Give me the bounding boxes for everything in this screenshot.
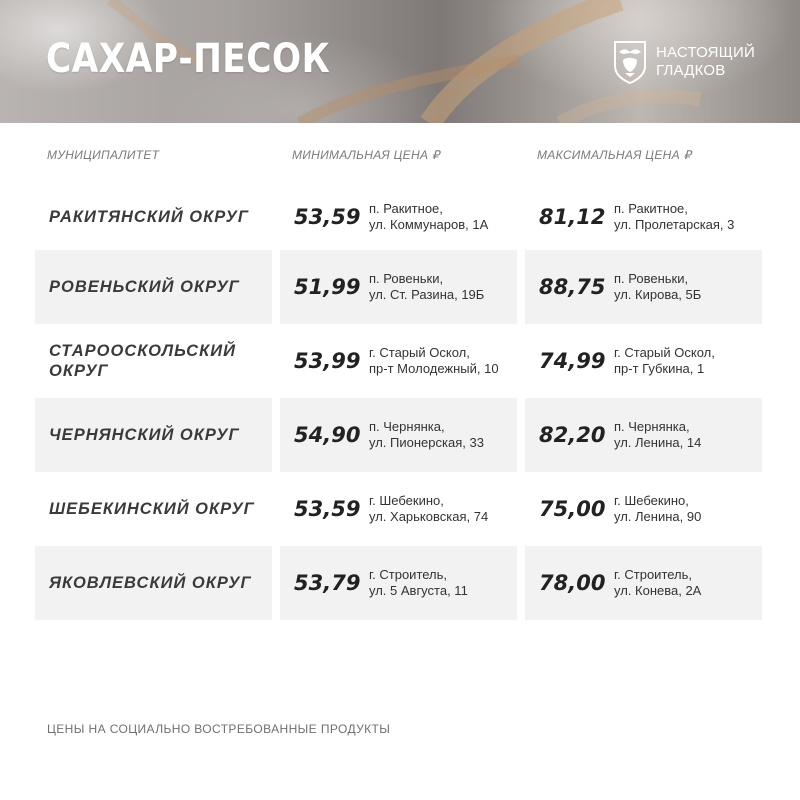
address-line: г. Старый Оскол,	[614, 345, 715, 360]
address-line: п. Чернянка,	[614, 419, 690, 434]
max-price-cell	[525, 546, 762, 620]
municipality-cell	[35, 398, 272, 472]
address-line: г. Строитель,	[614, 567, 693, 582]
column-header-municipality: МУНИЦИПАЛИТЕТ	[47, 148, 160, 162]
min-price-cell	[280, 180, 517, 254]
min-price-address	[369, 567, 468, 599]
max-price-cell	[525, 180, 762, 254]
address-line: ул. Конева, 2А	[614, 583, 702, 598]
page-title: САХАР-ПЕСОК	[46, 36, 331, 82]
max-price-address	[614, 345, 715, 377]
footer-note: ЦЕНЫ НА СОЦИАЛЬНО ВОСТРЕБОВАННЫЕ ПРОДУКТЫ	[47, 722, 391, 736]
address-line: г. Строитель,	[369, 567, 448, 582]
brand-line-2: ГЛАДКОВ	[656, 62, 726, 79]
municipality-cell	[35, 324, 272, 398]
min-price-cell	[280, 472, 517, 546]
min-price-cell	[280, 546, 517, 620]
belgorod-emblem-icon	[613, 40, 647, 84]
address-line: пр-т Губкина, 1	[614, 361, 705, 376]
municipality-name: ЯКОВЛЕВСКИЙ ОКРУГ	[49, 574, 252, 592]
min-price-value: 53,59	[294, 205, 361, 229]
min-price-address	[369, 493, 488, 525]
address-line: ул. Харьковская, 74	[369, 509, 489, 524]
min-price-value: 54,90	[294, 423, 361, 447]
max-price-value: 75,00	[539, 497, 606, 521]
max-price-cell	[525, 250, 762, 324]
min-price-value: 53,99	[294, 349, 361, 373]
address-line: г. Шебекино,	[614, 493, 689, 508]
max-price-address	[614, 419, 701, 451]
max-price-cell	[525, 324, 762, 398]
min-price-cell	[280, 250, 517, 324]
address-line: ул. Ленина, 14	[614, 435, 702, 450]
address-line: ул. Пролетарская, 3	[614, 217, 735, 232]
min-price-value: 53,79	[294, 571, 361, 595]
max-price-address	[614, 567, 701, 599]
municipality-cell	[35, 250, 272, 324]
min-price-value: 53,59	[294, 497, 361, 521]
brand-line-1: НАСТОЯЩИЙ	[656, 44, 755, 61]
max-price-cell	[525, 398, 762, 472]
municipality-cell	[35, 180, 272, 254]
address-line: п. Ракитное,	[369, 201, 443, 216]
municipality-name: РАКИТЯНСКИЙ ОКРУГ	[49, 208, 249, 226]
header-banner	[0, 0, 800, 123]
address-line: г. Старый Оскол,	[369, 345, 470, 360]
address-line: ул. Ст. Разина, 19Б	[369, 287, 485, 302]
max-price-address	[614, 201, 734, 233]
address-line: пр-т Молодежный, 10	[369, 361, 499, 376]
brand-name	[656, 44, 755, 80]
brand-logo	[613, 40, 755, 84]
address-line: г. Шебекино,	[369, 493, 444, 508]
address-line: ул. 5 Августа, 11	[369, 583, 468, 598]
municipality-cell	[35, 472, 272, 546]
max-price-value: 78,00	[539, 571, 606, 595]
municipality-name: СТАРООСКОЛЬСКИЙ ОКРУГ	[49, 342, 236, 380]
address-line: п. Ракитное,	[614, 201, 688, 216]
max-price-value: 74,99	[539, 349, 606, 373]
address-line: ул. Коммунаров, 1А	[369, 217, 489, 232]
municipality-name: РОВЕНЬСКИЙ ОКРУГ	[49, 278, 240, 296]
min-price-address	[369, 271, 484, 303]
max-price-address	[614, 493, 701, 525]
column-header-min-price: МИНИМАЛЬНАЯ ЦЕНА ₽	[292, 148, 440, 162]
min-price-cell	[280, 324, 517, 398]
address-line: ул. Пионерская, 33	[369, 435, 484, 450]
min-price-address	[369, 419, 484, 451]
max-price-address	[614, 271, 701, 303]
max-price-value: 88,75	[539, 275, 606, 299]
municipality-cell	[35, 546, 272, 620]
column-header-max-price: МАКСИМАЛЬНАЯ ЦЕНА ₽	[537, 148, 692, 162]
max-price-cell	[525, 472, 762, 546]
address-line: ул. Ленина, 90	[614, 509, 702, 524]
max-price-value: 81,12	[539, 205, 606, 229]
address-line: ул. Кирова, 5Б	[614, 287, 702, 302]
municipality-name: ЧЕРНЯНСКИЙ ОКРУГ	[49, 426, 240, 444]
min-price-address	[369, 201, 488, 233]
address-line: п. Ровеньки,	[369, 271, 444, 286]
address-line: п. Чернянка,	[369, 419, 445, 434]
min-price-value: 51,99	[294, 275, 361, 299]
municipality-name: ШЕБЕКИНСКИЙ ОКРУГ	[49, 500, 255, 518]
min-price-cell	[280, 398, 517, 472]
address-line: п. Ровеньки,	[614, 271, 689, 286]
min-price-address	[369, 345, 499, 377]
max-price-value: 82,20	[539, 423, 606, 447]
